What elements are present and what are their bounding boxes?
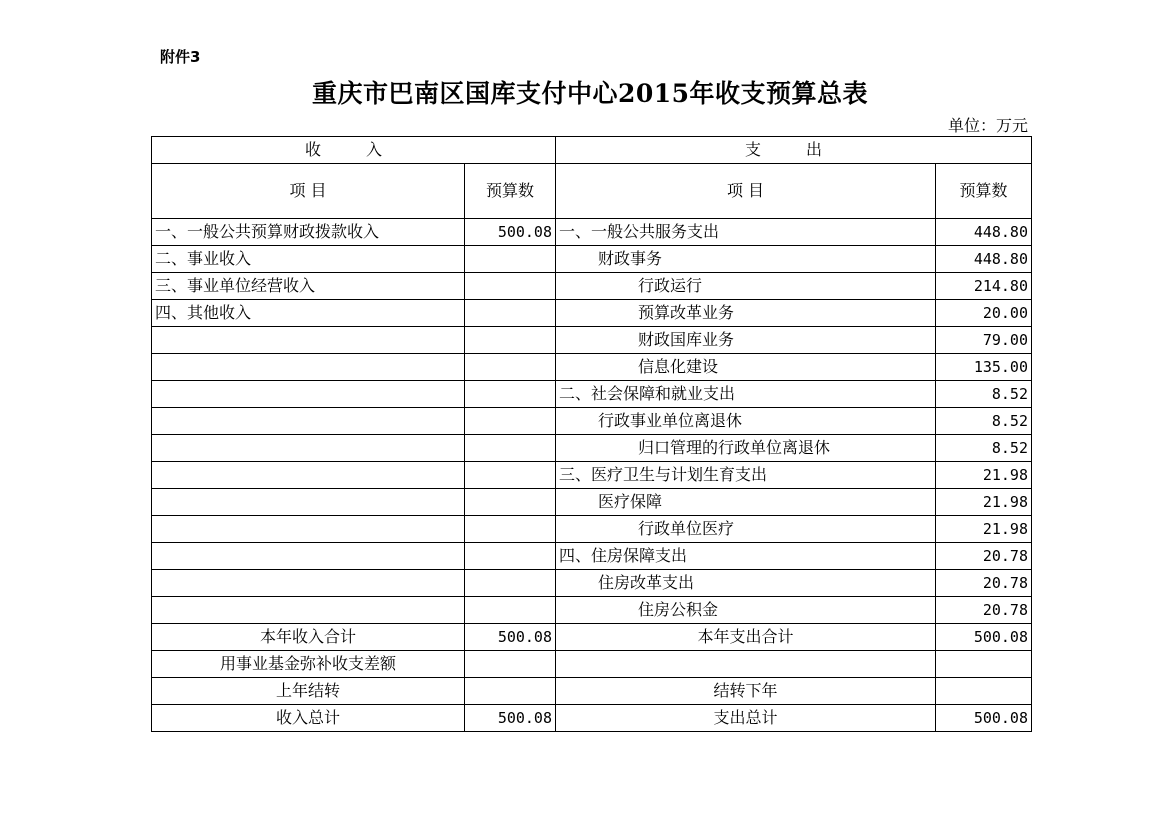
expense-item-cell: 住房公积金: [556, 597, 936, 624]
table-row: [152, 246, 1032, 273]
income-item-header: 项 目: [152, 164, 465, 219]
expense-budget-cell: 79.00: [936, 327, 1032, 354]
summary-expense-label: 结转下年: [556, 678, 936, 705]
expense-item-cell: 归口管理的行政单位离退休: [556, 435, 936, 462]
summary-row: [152, 678, 1032, 705]
expense-item-cell: 行政事业单位离退休: [556, 408, 936, 435]
summary-expense-label: [556, 651, 936, 678]
expense-budget-cell: 214.80: [936, 273, 1032, 300]
summary-income-label: 本年收入合计: [152, 624, 465, 651]
attachment-label: 附件3: [160, 48, 201, 66]
income-item-cell: [152, 408, 465, 435]
summary-expense-value: 500.08: [936, 705, 1032, 732]
expense-item-cell: 四、住房保障支出: [556, 543, 936, 570]
column-header-row: [152, 164, 1032, 219]
page-title: 重庆市巴南区国库支付中心2015年收支预算总表: [311, 79, 869, 108]
expense-item-cell: 行政运行: [556, 273, 936, 300]
income-budget-header: 预算数: [465, 164, 556, 219]
expense-budget-cell: 448.80: [936, 219, 1032, 246]
income-budget-cell: [465, 489, 556, 516]
expense-budget-cell: 20.00: [936, 300, 1032, 327]
income-budget-cell: [465, 516, 556, 543]
expense-item-cell: 一、一般公共服务支出: [556, 219, 936, 246]
summary-row: [152, 705, 1032, 732]
income-budget-cell: [465, 381, 556, 408]
unit-label: 单位：万元: [947, 116, 1028, 135]
income-budget-cell: [465, 327, 556, 354]
expense-item-cell: 财政事务: [556, 246, 936, 273]
income-item-cell: [152, 435, 465, 462]
income-budget-cell: [465, 354, 556, 381]
income-budget-cell: [465, 246, 556, 273]
income-budget-cell: [465, 462, 556, 489]
summary-income-value: [465, 651, 556, 678]
income-budget-cell: [465, 300, 556, 327]
expense-item-cell: 信息化建设: [556, 354, 936, 381]
income-item-cell: [152, 516, 465, 543]
income-budget-cell: [465, 435, 556, 462]
summary-income-label: 用事业基金弥补收支差额: [152, 651, 465, 678]
table-row: [152, 354, 1032, 381]
summary-expense-value: [936, 651, 1032, 678]
expense-budget-cell: 21.98: [936, 462, 1032, 489]
income-item-cell: [152, 489, 465, 516]
table-row: [152, 219, 1032, 246]
expense-item-cell: 医疗保障: [556, 489, 936, 516]
expense-budget-cell: 20.78: [936, 597, 1032, 624]
income-item-cell: [152, 543, 465, 570]
table-row: [152, 570, 1032, 597]
summary-expense-label: 支出总计: [556, 705, 936, 732]
expense-budget-cell: 8.52: [936, 381, 1032, 408]
income-item-cell: [152, 570, 465, 597]
income-item-cell: 二、事业收入: [152, 246, 465, 273]
summary-income-label: 收入总计: [152, 705, 465, 732]
income-item-cell: 四、其他收入: [152, 300, 465, 327]
summary-expense-value: 500.08: [936, 624, 1032, 651]
expense-budget-cell: 21.98: [936, 516, 1032, 543]
table-row: [152, 597, 1032, 624]
summary-row: [152, 651, 1032, 678]
income-budget-cell: [465, 273, 556, 300]
expense-budget-cell: 8.52: [936, 435, 1032, 462]
table-row: [152, 489, 1032, 516]
expense-budget-cell: 8.52: [936, 408, 1032, 435]
table-row: [152, 408, 1032, 435]
expense-item-cell: 预算改革业务: [556, 300, 936, 327]
income-item-cell: [152, 462, 465, 489]
income-item-cell: 一、一般公共预算财政拨款收入: [152, 219, 465, 246]
expense-budget-cell: 21.98: [936, 489, 1032, 516]
income-item-cell: 三、事业单位经营收入: [152, 273, 465, 300]
summary-expense-value: [936, 678, 1032, 705]
income-budget-cell: [465, 543, 556, 570]
expense-budget-cell: 20.78: [936, 543, 1032, 570]
table-row: [152, 435, 1032, 462]
table-row: [152, 516, 1032, 543]
expense-item-cell: 二、社会保障和就业支出: [556, 381, 936, 408]
summary-income-label: 上年结转: [152, 678, 465, 705]
summary-income-value: [465, 678, 556, 705]
income-header: 收 入: [152, 137, 556, 164]
expense-item-cell: 住房改革支出: [556, 570, 936, 597]
expense-budget-cell: 135.00: [936, 354, 1032, 381]
summary-income-value: 500.08: [465, 624, 556, 651]
income-item-cell: [152, 381, 465, 408]
income-budget-cell: [465, 570, 556, 597]
table-row: [152, 327, 1032, 354]
summary-income-value: 500.08: [465, 705, 556, 732]
table-row: [152, 273, 1032, 300]
expense-budget-header: 预算数: [936, 164, 1032, 219]
table-row: [152, 462, 1032, 489]
income-item-cell: [152, 597, 465, 624]
expense-item-cell: 财政国库业务: [556, 327, 936, 354]
summary-expense-label: 本年支出合计: [556, 624, 936, 651]
expense-header: 支 出: [556, 137, 1032, 164]
income-item-cell: [152, 327, 465, 354]
income-item-cell: [152, 354, 465, 381]
summary-row: [152, 624, 1032, 651]
expense-item-cell: 三、医疗卫生与计划生育支出: [556, 462, 936, 489]
income-budget-cell: [465, 597, 556, 624]
table-row: [152, 300, 1032, 327]
budget-table: [151, 136, 1032, 732]
expense-item-cell: 行政单位医疗: [556, 516, 936, 543]
expense-budget-cell: 20.78: [936, 570, 1032, 597]
section-header-row: [152, 137, 1032, 164]
table-row: [152, 381, 1032, 408]
expense-budget-cell: 448.80: [936, 246, 1032, 273]
expense-item-header: 项 目: [556, 164, 936, 219]
income-budget-cell: [465, 408, 556, 435]
table-row: [152, 543, 1032, 570]
income-budget-cell: 500.08: [465, 219, 556, 246]
